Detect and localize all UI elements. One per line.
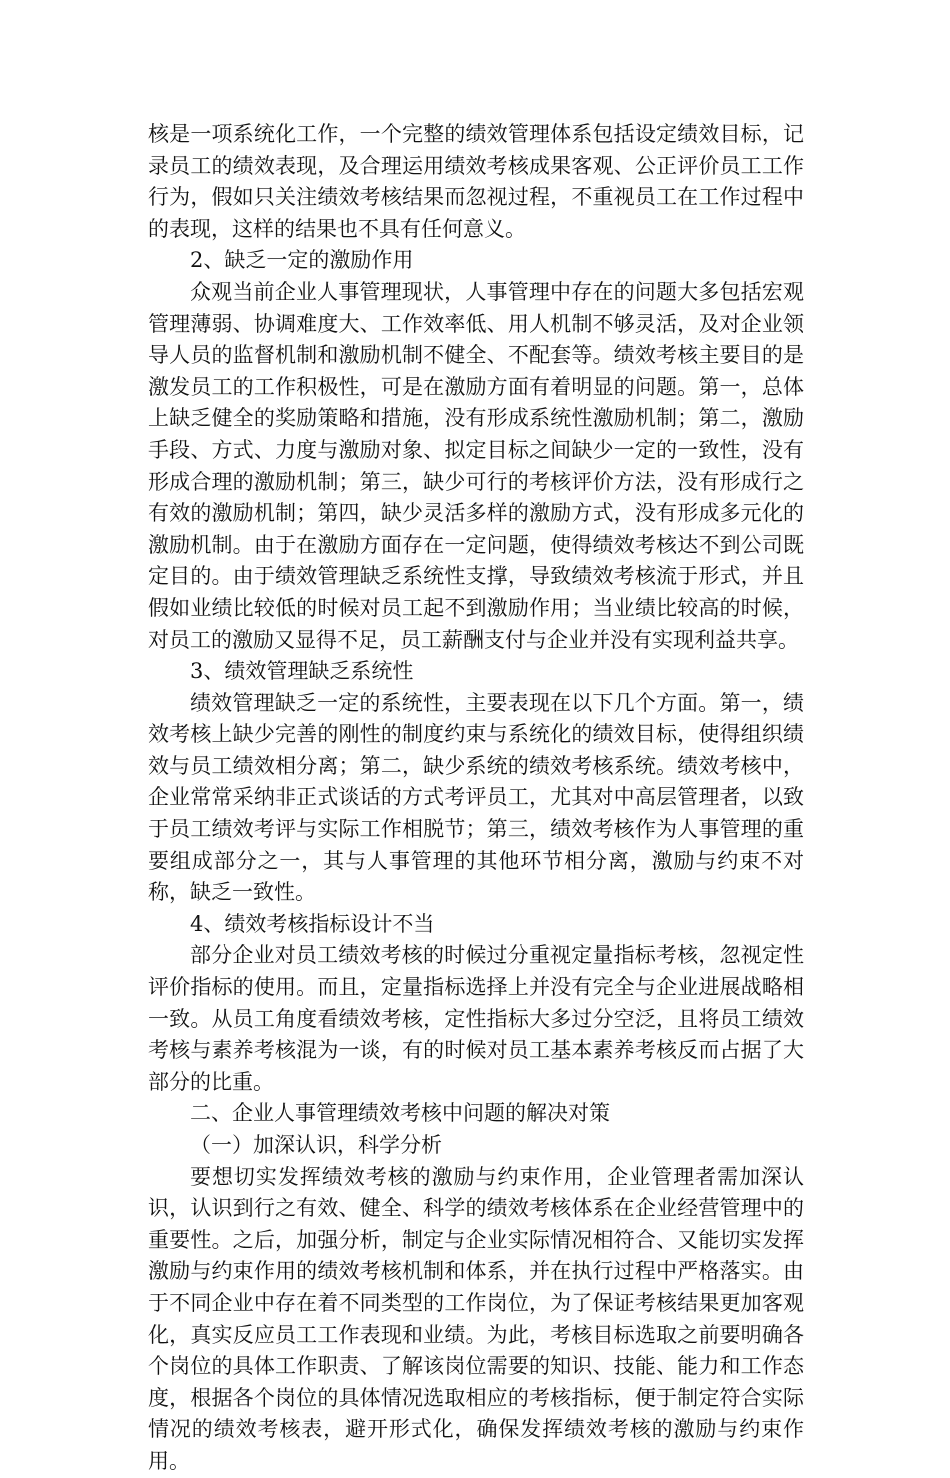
chapter-heading-solutions: 二、企业人事管理绩效考核中问题的解决对策	[190, 1101, 610, 1126]
paragraph-indicators: 部分企业对员工绩效考核的时候过分重视定量指标考核，忽视定性评价指标的使用。而且，定量指标选择上并没有完全与企业进展战略相一致。从员工角度看绩效考核，定性指标大多过分空泛，且将员工绩效考核与素养考核混为一谈，有的时候对员工基本素养考核反而占据了大部分的比重。	[148, 943, 804, 1094]
section-heading-incentive: 2、缺乏一定的激励作用	[190, 248, 414, 273]
paragraph-continuation: 核是一项系统化工作，一个完整的绩效管理体系包括设定绩效目标，记录员工的绩效表现，及合理运用绩效考核成果客观、公正评价员工工作行为，假如只关注绩效考核结果而忽视过程，不重视员工在工作过程中的表现，这样的结果也不具有任何意义。	[148, 122, 804, 241]
section-heading-indicators: 4、绩效考核指标设计不当	[190, 911, 435, 936]
paragraph-incentive: 众观当前企业人事管理现状，人事管理中存在的问题大多包括宏观管理薄弱、协调难度大、工作效率低、用人机制不够灵活，及对企业领导人员的监督机制和激励机制不健全、不配套等。绩效考核主要目的是激发员工的工作积极性，可是在激励方面有着明显的问题。第一，总体上缺乏健全的奖励策略和措施，没有形成系统性激励机制；第二，激励手段、方式、力度与激励对象、拟定目标之间缺少一定的一致性，没有形成合理的激励机制；第三，缺少可行的考核评价方法，没有形成行之有效的激励机制；第四，缺少灵活多样的激励方式，没有形成多元化的激励机制。由于在激励方面存在一定问题，使得绩效考核达不到公司既定目的。由于绩效管理缺乏系统性支撑，导致绩效考核流于形式，并且假如业绩比较低的时候对员工起不到激励作用；当业绩比较高的时候，对员工的激励又显得不足，员工薪酬支付与企业并没有实现利益共享。	[148, 279, 804, 652]
paragraph-systematic: 绩效管理缺乏一定的系统性，主要表现在以下几个方面。第一，绩效考核上缺少完善的刚性的制度约束与系统化的绩效目标，使得组织绩效与员工绩效相分离；第二，缺少系统的绩效考核系统。绩效考核中，企业常常采纳非正式谈话的方式考评员工，尤其对中高层管理者，以致于员工绩效考评与实际工作相脱节；第三，绩效考核作为人事管理的重要组成部分之一，其与人事管理的其他环节相分离，激励与约束不对称，缺乏一致性。	[148, 690, 804, 905]
document-body	[148, 119, 804, 1478]
paragraph-understanding: 要想切实发挥绩效考核的激励与约束作用，企业管理者需加深认识，认识到行之有效、健全、科学的绩效考核体系在企业经营管理中的重要性。之后，加强分析，制定与企业实际情况相符合、又能切实发挥激励与约束作用的绩效考核机制和体系，并在执行过程中严格落实。由于不同企业中存在着不同类型的工作岗位，为了保证考核结果更加客观化，真实反应员工工作表现和业绩。为此，考核目标选取之前要明确各个岗位的具体工作职责、了解该岗位需要的知识、技能、能力和工作态度，根据各个岗位的具体情况选取相应的考核指标，便于制定符合实际情况的绩效考核表，避开形式化，确保发挥绩效考核的激励与约束作用。	[148, 1164, 804, 1473]
section-heading-systematic: 3、绩效管理缺乏系统性	[190, 659, 414, 684]
subsection-heading-understanding: （一）加深认识，科学分析	[190, 1133, 442, 1157]
